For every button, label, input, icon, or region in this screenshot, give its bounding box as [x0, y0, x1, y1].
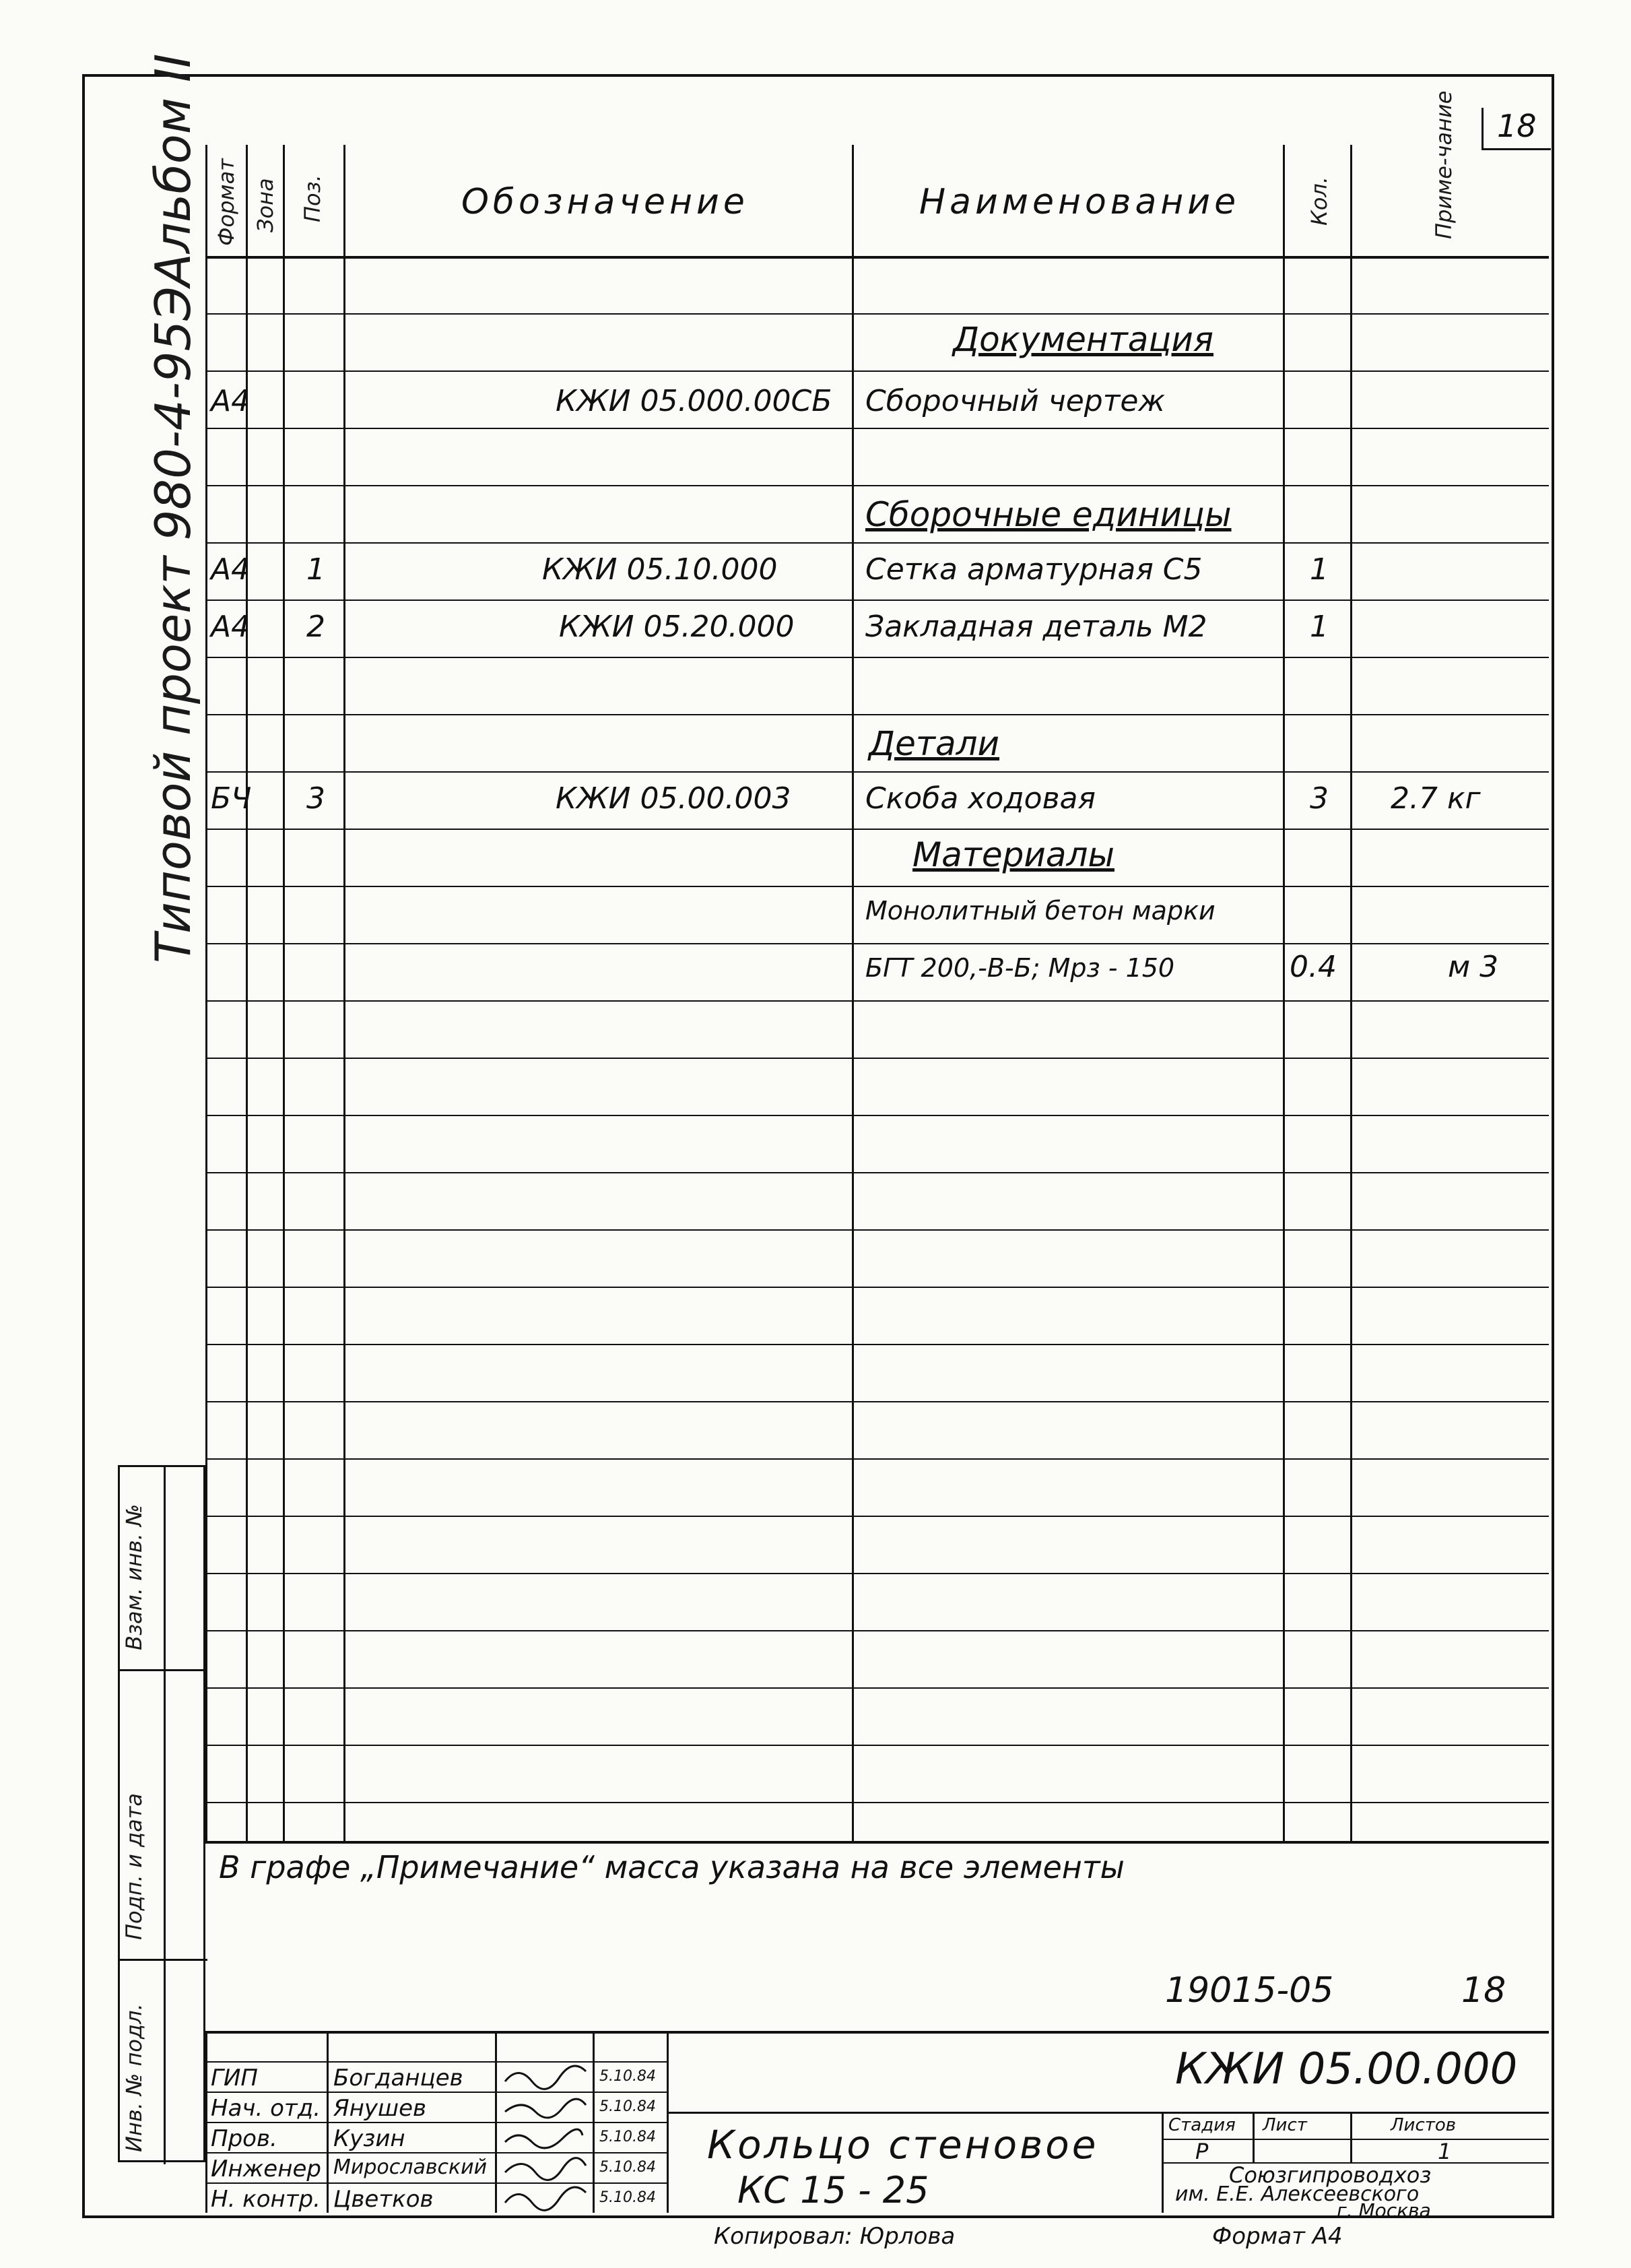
header-name: Наименование [919, 182, 1240, 222]
row-format: А4 [211, 552, 251, 587]
title-block [205, 2031, 1549, 2222]
sheet-code: 18 [1461, 1970, 1506, 2011]
row-name: Монолитный бетон марки [865, 896, 1216, 926]
row-name: Закладная деталь М2 [865, 610, 1207, 644]
drawing-title: Кольцо стеновое [707, 2122, 1099, 2168]
project-number: 19015-05 [1165, 1970, 1334, 2011]
header-designation: Обозначение [461, 182, 749, 222]
drawing-mark: КС 15 - 25 [737, 2169, 929, 2211]
name-4: Цветков [333, 2186, 434, 2213]
role-prov: Пров. [211, 2125, 277, 2152]
copied-by: Копировал: Юрлова [714, 2223, 956, 2250]
section-parts: Детали [869, 724, 1000, 763]
name-0: Богданцев [333, 2065, 463, 2092]
row-note: 2.7 кг [1391, 781, 1481, 816]
org-line3: г. Москва [1337, 2199, 1431, 2222]
date-1: 5.10.84 [599, 2098, 656, 2115]
row-pos: 2 [306, 610, 325, 644]
role-n-kontr: Н. контр. [211, 2186, 321, 2213]
row-pos: 1 [306, 552, 325, 587]
row-format: БЧ [211, 781, 252, 816]
sheets-label: Листов [1391, 2115, 1457, 2135]
date-3: 5.10.84 [599, 2159, 656, 2176]
row-name: Сборочный чертеж [865, 384, 1166, 418]
sheet-label: Лист [1263, 2115, 1307, 2135]
date-0: 5.10.84 [599, 2068, 656, 2085]
format-label: Формат А4 [1212, 2223, 1343, 2250]
role-nach-otd: Нач. отд. [211, 2095, 321, 2122]
page-number: 18 [1497, 108, 1537, 144]
name-2: Кузин [333, 2125, 405, 2152]
row-designation: КЖИ 05.20.000 [559, 610, 795, 644]
row-qty: 3 [1310, 781, 1329, 816]
date-2: 5.10.84 [599, 2129, 656, 2145]
section-materials: Материалы [912, 835, 1114, 874]
role-inzhener: Инженер [211, 2156, 321, 2182]
org-line1: Союзгипроводхоз [1229, 2162, 1432, 2188]
name-3: Мирославский [333, 2156, 488, 2179]
side-label-inv-podl: Инв. № подл. [121, 2003, 147, 2152]
row-name: Сетка арматурная С5 [865, 552, 1203, 587]
row-name: БГТ 200,-В-Б; Мрз - 150 [865, 953, 1175, 983]
header-pos: Поз. [300, 174, 325, 222]
role-gip: ГИП [211, 2065, 258, 2092]
side-label-vzam-inv: Взам. инв. № [121, 1503, 147, 1650]
header-format: Формат [213, 158, 239, 246]
row-pos: 3 [306, 781, 325, 816]
row-qty: 1 [1310, 552, 1329, 587]
row-qty: 0.4 [1290, 950, 1337, 984]
row-qty: 1 [1310, 610, 1329, 644]
name-1: Янушев [333, 2095, 427, 2122]
header-zone: Зона [253, 178, 278, 232]
page-number-box [1482, 108, 1551, 150]
row-designation: КЖИ 05.10.000 [542, 552, 778, 587]
date-4: 5.10.84 [599, 2189, 656, 2206]
signatures [498, 2061, 593, 2213]
stage-value: Р [1195, 2139, 1209, 2164]
row-format: А4 [211, 384, 251, 418]
stage-label: Стадия [1168, 2115, 1236, 2135]
section-assembly-units: Сборочные единицы [865, 495, 1232, 534]
org-line2: им. Е.Е. Алексеевского [1175, 2182, 1420, 2206]
row-designation: КЖИ 05.00.003 [556, 781, 791, 816]
section-documentation: Документация [953, 320, 1213, 359]
sheets-value: 1 [1438, 2139, 1452, 2164]
note-text: В графе „Примечание“ масса указана на все элементы [219, 1849, 1125, 1885]
header-note: Приме-чание [1431, 90, 1457, 239]
side-stamp: Типовой проект 980-4-95ЭАльбом II [145, 53, 201, 963]
row-format: А4 [211, 610, 251, 644]
row-designation: КЖИ 05.000.00СБ [556, 384, 832, 418]
side-label-podp-data: Подп. и дата [121, 1793, 147, 1940]
doc-code: КЖИ 05.00.000 [1175, 2044, 1518, 2094]
header-qty: Кол. [1306, 176, 1332, 226]
row-name: Скоба ходовая [865, 781, 1096, 816]
row-note: м 3 [1448, 950, 1499, 984]
